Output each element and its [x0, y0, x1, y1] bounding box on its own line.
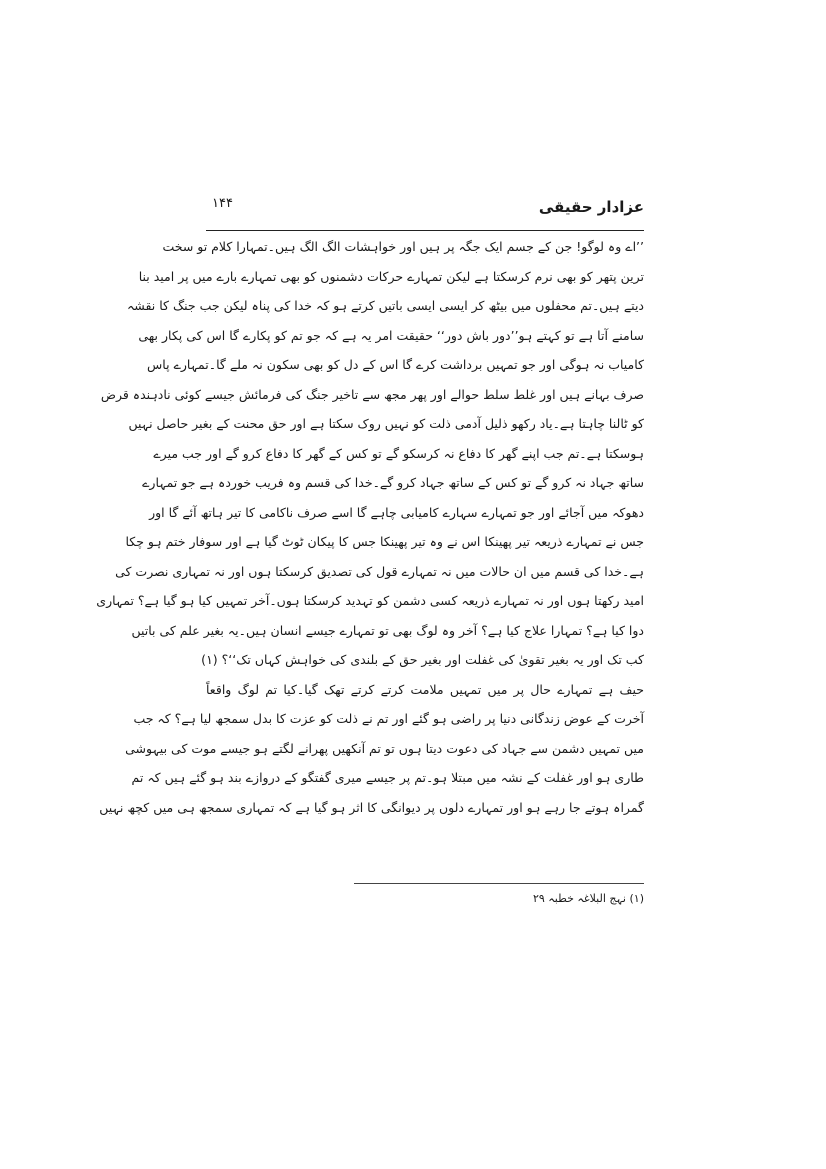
text-line: سامنے آتا ہے تو کہتے ہو’’دور باش دور‘‘ حقیقت امر یہ ہے کہ جو تم کو پکارے گا اس کی پکار بھی	[138, 327, 644, 343]
header-divider	[206, 230, 644, 231]
text-line: صرف بہانے ہیں اور غلط سلط حوالے اور پھر مجھ سے تاخیر جنگ کی فرمائش جیسے کوئی نادہندہ قرض	[100, 386, 644, 402]
text-line: ہوسکتا ہے۔تم جب اپنے گھر کا دفاع نہ کرسکو گے تو کس کے گھر کا دفاع کرو گے اور جب میرے	[153, 445, 644, 461]
text-line: دیتے ہیں۔تم محفلوں میں بیٹھ کر ایسی ایسی باتیں کرتے ہو کہ خدا کی پناہ لیکن جب جنگ کا نقشہ	[126, 298, 644, 313]
text-line: جس نے تمہارے ذریعہ تیر پھینکا اس نے وہ تیر پھینکا جس کا پیکان ٹوٹ گیا ہے اور سوفار ختم ہو چکا	[125, 534, 644, 549]
running-title: عزادار حقیقی	[538, 198, 644, 216]
footnote-divider	[354, 883, 644, 884]
footnote: (۱) نہج البلاغہ خطبہ ۲۹	[532, 892, 644, 905]
text-line: ہے۔خدا کی قسم میں ان حالات میں نہ تمہارے قول کی تصدیق کرسکتا ہوں اور نہ تمہاری نصرت کی	[115, 563, 644, 579]
text-line: امید رکھتا ہوں اور نہ تمہارے ذریعہ کسی دشمن کو تہدید کرسکتا ہوں۔آخر تمہیں کیا ہو گیا ہے؟ تمہاری	[96, 593, 644, 608]
page-number: ۱۴۴	[212, 196, 233, 211]
text-line: دھوکہ میں آجائے اور جو تمہارے سہارے کامیابی چاہے گا اسے صرف ناکامی کا تیر ہاتھ آئے گا اور	[149, 504, 644, 520]
text-line: میں تمہیں دشمن سے جہاد کی دعوت دیتا ہوں تو تم آنکھیں پھرانے لگتے ہو جیسے موت کی بیہوشی	[125, 740, 644, 756]
text-line: ساتھ جہاد نہ کرو گے تو کس کے ساتھ جہاد کرو گے۔خدا کی قسم وہ فریب خوردہ ہے جو تمہارے	[142, 475, 644, 490]
text-line: حیف ہے تمہارے حال پر میں تمہیں ملامت کرتے کرتے تھک گیا۔کیا تم لوگ واقعاً	[206, 681, 644, 697]
text-line: ترین پتھر کو بھی نرم کرسکتا ہے لیکن تمہارے حرکات دشمنوں کو بھی تمہارے بارے میں پر امید بنا	[138, 268, 644, 284]
text-line: دوا کیا ہے؟ تمہارا علاج کیا ہے؟ آخر وہ لوگ بھی تو تمہارے جیسے انسان ہیں۔یہ بغیر علم کی باتیں	[131, 622, 644, 638]
text-line: طاری ہو اور غفلت کے نشہ میں مبتلا ہو۔تم پر جیسے میری گفتگو کے دروازے بند ہو گئے ہیں کہ تم	[131, 770, 644, 785]
text-line: کب تک اور یہ بغیر تقویٰ کی غفلت اور بغیر حق کے بلندی کی خواہش کہاں تک‘‘؟ (۱)	[201, 652, 644, 667]
text-line: گمراہ ہوتے جا رہے ہو اور تمہارے دلوں پر دیوانگی کا اثر ہو گیا ہے کہ تمہاری سمجھ ہی میں کچھ نہیں	[99, 799, 644, 815]
text-line: کو ٹالنا چاہتا ہے۔یاد رکھو ذلیل آدمی ذلت کو نہیں روک سکتا ہے اور حق محنت کے بغیر حاصل نہیں	[128, 416, 644, 431]
page-header	[206, 196, 644, 226]
text-line: ’’اے وہ لوگو! جن کے جسم ایک جگہ پر ہیں اور خواہشات الگ الگ ہیں۔تمہارا کلام تو سخت	[162, 239, 644, 254]
body-text	[96, 232, 644, 822]
text-line: کامیاب نہ ہوگی اور جو تمہیں برداشت کرے گا اس کے دل کو بھی سکون نہ ملے گا۔تمہارے پاس	[147, 357, 644, 372]
text-line: آخرت کے عوض زندگانی دنیا پر راضی ہو گئے اور تم نے ذلت کو عزت کا بدل سمجھ لیا ہے؟ کہ جب	[133, 711, 644, 726]
